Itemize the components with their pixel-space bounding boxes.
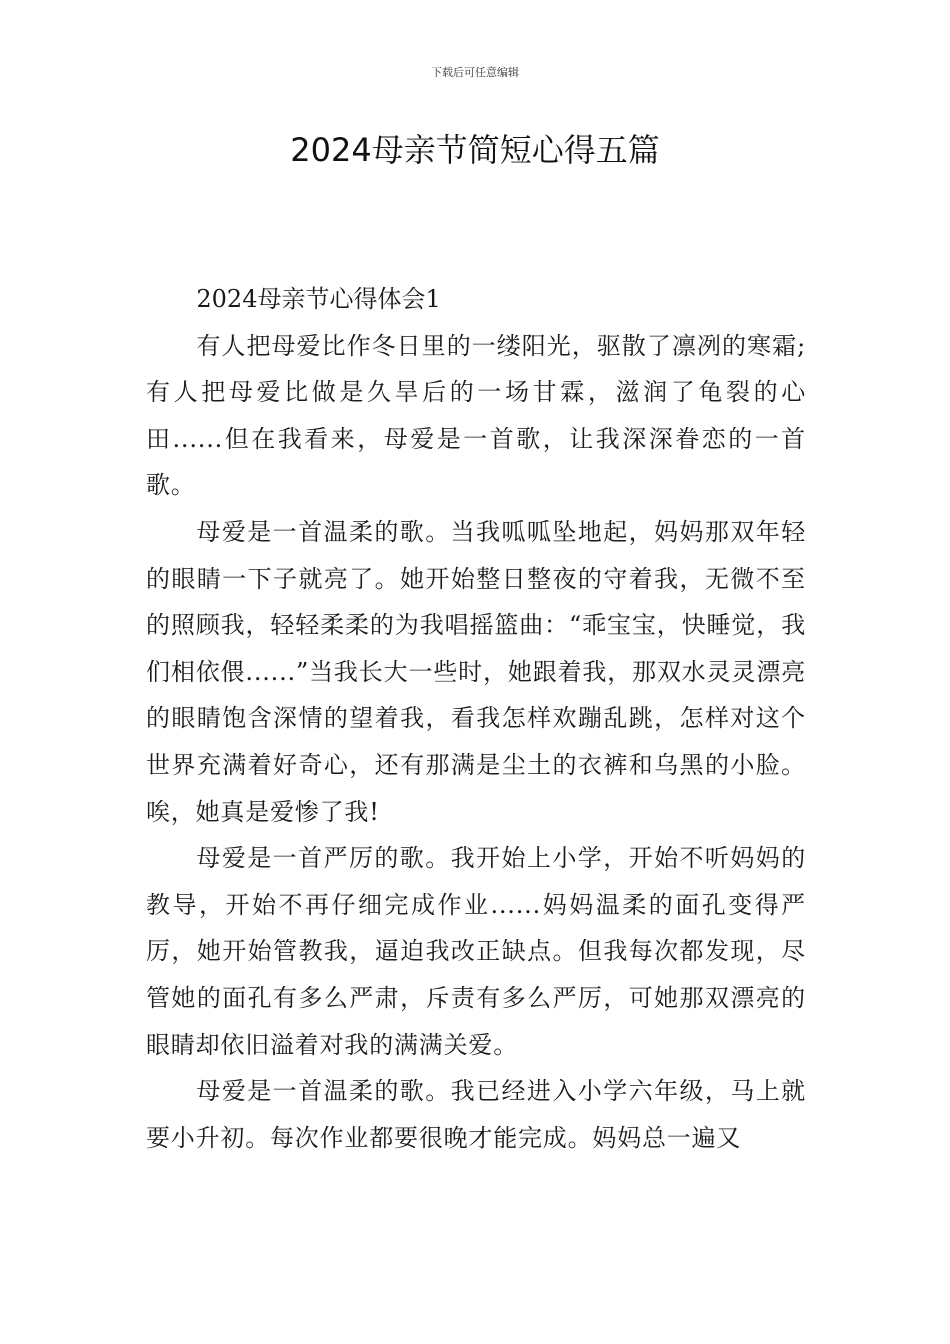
document-body [146,276,806,1161]
paragraph-1: 有人把母爱比作冬日里的一缕阳光，驱散了凛冽的寒霜;有人把母爱比做是久旱后的一场甘霖，滋润了龟裂的心田......但在我看来，母爱是一首歌，让我深深眷恋的一首歌。 [146,331,806,500]
document-title: 2024母亲节简短心得五篇 [290,131,660,169]
paragraph-2: 母爱是一首温柔的歌。当我呱呱坠地起，妈妈那双年轻的眼睛一下子就亮了。她开始整日整夜的守着我，无微不至的照顾我，轻轻柔柔的为我唱摇篮曲：“乖宝宝，快睡觉，我们相依偎......”当我长大一些时，她跟着我，那双水灵灵漂亮的眼睛饱含深情的望着我，看我怎样欢蹦乱跳，怎样对这个世界充满着好奇心，还有那满是尘土的衣裤和乌黑的小脸。唉，她真是爱惨了我! [146,517,806,826]
section-heading: 2024母亲节心得体会1 [196,285,441,313]
paragraph-3: 母爱是一首严厉的歌。我开始上小学，开始不听妈妈的教导，开始不再仔细完成作业......妈妈温柔的面孔变得严厉，她开始管教我，逼迫我改正缺点。但我每次都发现，尽管她的面孔有多么严肃，斥责有多么严厉，可她那双漂亮的眼睛却依旧溢着对我的满满关爱。 [146,844,806,1059]
paragraph-4: 母爱是一首温柔的歌。我已经进入小学六年级，马上就要小升初。每次作业都要很晚才能完成。妈妈总一遍又 [146,1077,806,1152]
page-header-note: 下载后可任意编辑 [431,66,519,79]
